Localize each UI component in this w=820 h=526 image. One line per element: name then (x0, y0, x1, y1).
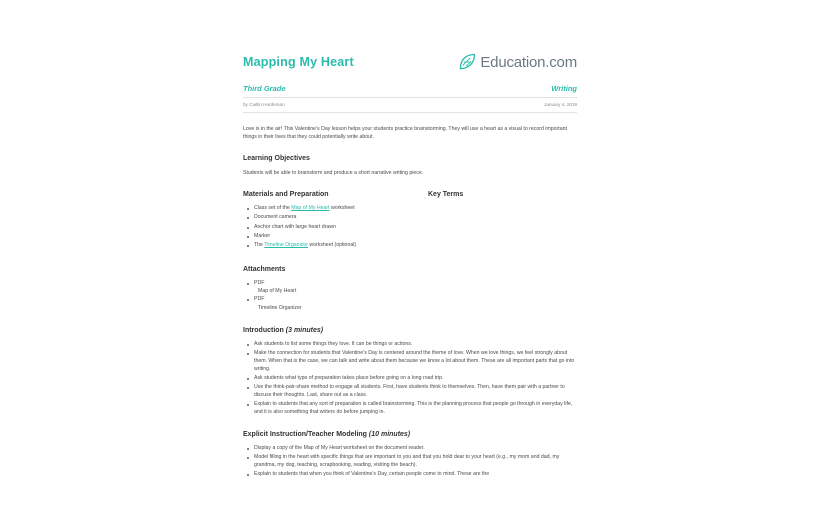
attachment-type: PDF (254, 296, 265, 303)
material-text-pre: Anchor chart with large heart drawn (254, 223, 336, 230)
material-text-pre: The (254, 242, 265, 249)
meta-grade-subject-row (243, 84, 577, 98)
publish-date: January 4, 2019 (544, 102, 577, 107)
learning-objectives-heading: Learning Objectives (243, 155, 310, 163)
material-text-post: worksheet (optional) (307, 242, 357, 249)
list-item: Display a copy of the Map of My Heart worksheet on the document reader. (254, 445, 577, 453)
list-item (254, 205, 428, 213)
introduction-heading-text: Introduction (243, 326, 284, 334)
explicit-instruction-list (243, 445, 577, 479)
list-item: Explain to students that when you think of Valentine's Day, certain people come to mind. These are the (254, 471, 577, 479)
list-item (254, 233, 428, 241)
introduction-heading (243, 327, 577, 334)
list-item: Ask students what type of preparation takes place before going on a long road trip. (254, 375, 577, 383)
attachment-type: PDF (254, 279, 265, 286)
meta-author-date-row (243, 102, 577, 113)
list-item[interactable] (254, 280, 577, 297)
list-item (254, 242, 428, 250)
map-of-my-heart-link[interactable]: Map of My Heart (291, 205, 330, 212)
learning-objectives-text: Students will be able to brainstorm and produce a short narrative writing piece. (243, 170, 424, 177)
list-item (254, 214, 428, 222)
attachment-name: Map of My Heart (258, 288, 297, 295)
list-item: Model filling in the heart with specific things that are important to you and that you hold dear to your heart (e.g., my mom and dad, my grandma, my dog, teaching, scrapbooking, reading, visiting the beach). (254, 454, 577, 470)
attachments-list (243, 280, 577, 313)
author: by Caitlin Hardeman (243, 102, 285, 107)
brand-name: Education.com (480, 53, 577, 71)
material-text-pre: Class set of the (254, 205, 292, 212)
list-item: Make the connection for students that Valentine's Day is centered around the theme of love. When we love things, we feel strongly about them. When that is the case, we can talk and write about them because we know a lot about them. These are all important parts that go into writing. (254, 350, 577, 373)
page-title: Mapping My Heart (243, 55, 354, 69)
materials-keyterms-columns (243, 177, 577, 251)
material-text-post: worksheet (329, 205, 355, 212)
materials-list (243, 205, 428, 250)
key-terms-heading: Key Terms (428, 191, 464, 199)
explicit-instruction-heading-text: Explicit Instruction/Teacher Modeling (243, 431, 367, 439)
attachment-name: Timeline Organizer (258, 305, 302, 312)
lesson-plan-sheet (243, 30, 577, 481)
explicit-instruction-duration: (10 minutes) (368, 431, 411, 439)
attachments-heading: Attachments (243, 265, 286, 273)
list-item (254, 224, 428, 232)
material-text-pre: Marker (254, 233, 271, 240)
materials-heading: Materials and Preparation (243, 191, 329, 199)
document-header (243, 30, 577, 72)
brand-logo[interactable] (457, 52, 577, 72)
timeline-organizer-link[interactable]: Timeline Organizer (264, 242, 308, 249)
subject: Writing (551, 84, 577, 93)
materials-column (243, 177, 428, 251)
education-leaf-logo-icon (457, 52, 477, 72)
material-text-pre: Document camera (254, 214, 297, 221)
introduction-list (243, 341, 577, 417)
grade-level: Third Grade (243, 84, 286, 93)
explicit-instruction-heading (243, 431, 577, 438)
list-item: Ask students to list some things they love. It can be things or actions. (254, 341, 577, 349)
lesson-description: Love is in the air! This Valentine's Day lesson helps your students practice brainstorming. They will use a heart as a visual to record important things in their lives that they could potentially write about. (243, 126, 567, 141)
key-terms-column (428, 177, 577, 251)
list-item: Use the think-pair-share method to engage all students. First, have students think to themselves. Then, have them pair with a partner to discuss their thoughts. Last, share out as a class. (254, 384, 577, 400)
introduction-duration: (3 minutes) (285, 326, 324, 334)
list-item[interactable] (254, 296, 577, 313)
list-item: Explain to students that any sort of preparation is called brainstorming. This is the planning process that people go through in everyday life, and it is also something that writers do before jumping in. (254, 401, 577, 417)
